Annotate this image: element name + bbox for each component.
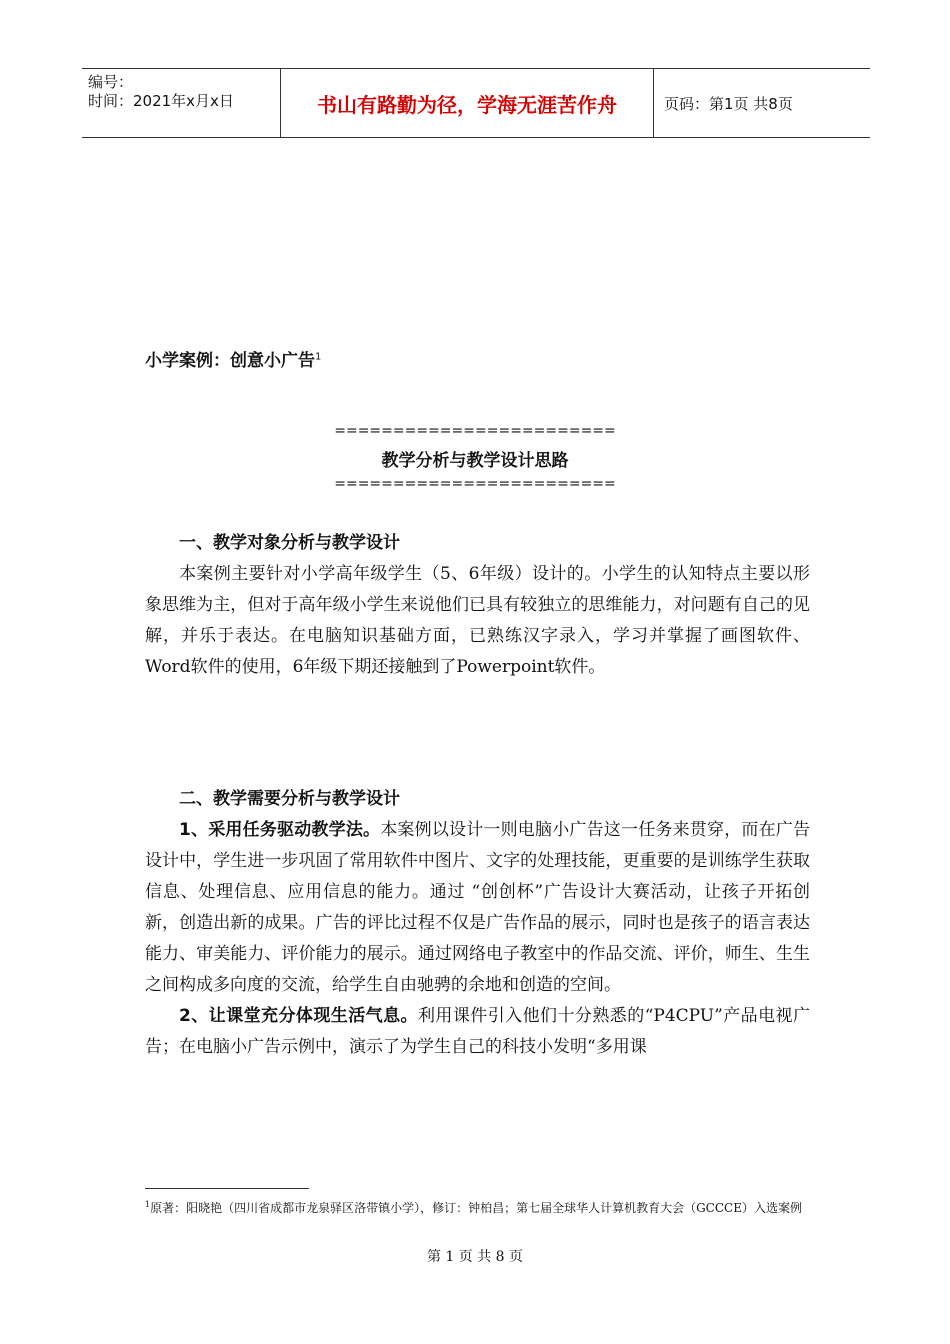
- center-title: 教学分析与教学设计思路: [381, 451, 569, 471]
- footnote-reference[interactable]: 1: [315, 351, 322, 363]
- section-2: [145, 784, 810, 1063]
- footnote-text: 原著：阳晓艳（四川省成都市龙泉驿区洛带镇小学），修订：钟柏昌；第七届全球华人计算机教育大会（GCCCE）入选案例: [150, 1201, 802, 1215]
- divider-top: ========================: [334, 423, 616, 439]
- page-footer: 第 1 页 共 8 页: [426, 1249, 524, 1265]
- time-label: 时间：2021年x月x日: [88, 92, 234, 110]
- footnote-separator: [145, 1188, 309, 1189]
- paragraph-2-text: 利用课件引入他们十分熟悉的“P4CPU”产品电视广告；在电脑小广告示例中，演示了为学生自己的科技小发明“多用课: [145, 1006, 810, 1057]
- section-2-paragraph-1: [145, 815, 810, 1001]
- header-motto: 书山有路勤为径，学海无涯苦作舟: [281, 69, 654, 137]
- header-page-info: 页码：第1页 共8页: [664, 94, 793, 113]
- footnote: [145, 1196, 825, 1217]
- paragraph-1-lead: 1、采用任务驱动教学法。: [179, 820, 381, 840]
- section-1-paragraph: 本案例主要针对小学高年级学生（5、6年级）设计的。小学生的认知特点主要以形象思维为主，但对于高年级小学生来说他们已具有较独立的思维能力，对问题有自己的见解，并乐于表达。在电脑知识基础方面，已熟练汉字录入，学习并掌握了画图软件、Word软件的使用，6年级下期还接触到了Powerpoint软件。: [145, 564, 810, 677]
- header-meta: [82, 69, 281, 137]
- document-header: [82, 68, 870, 138]
- number-label: 编号：: [88, 73, 134, 91]
- footnote-mark: 1: [145, 1200, 151, 1209]
- paragraph-1-text: 本案例以设计一则电脑小广告这一任务来贯穿，而在广告设计中，学生进一步巩固了常用软件中图片、文字的处理技能，更重要的是训练学生获取信息、处理信息、应用信息的能力。通过 “创创杯”广告设计大赛活动，让孩子开拓创新，创造出新的成果。广告的评比过程不仅是广告作品的展示，同时也是孩子的语言表达能力、审美能力、评价能力的展示。通过网络电子教室中的作品交流、评价，师生、生生之间构成多向度的交流，给学生自由驰骋的余地和创造的空间。: [145, 820, 810, 995]
- section-heading-block: [300, 424, 650, 491]
- case-title: [145, 346, 321, 371]
- case-title-text: 小学案例：创意小广告: [145, 351, 315, 371]
- section-1: [145, 528, 810, 683]
- divider-bottom: ========================: [334, 476, 616, 492]
- section-1-title: 一、教学对象分析与教学设计: [179, 533, 400, 553]
- section-2-title: 二、教学需要分析与教学设计: [179, 789, 400, 809]
- paragraph-2-lead: 2、让课堂充分体现生活气息。: [179, 1006, 418, 1026]
- section-2-paragraph-2: [145, 1001, 810, 1063]
